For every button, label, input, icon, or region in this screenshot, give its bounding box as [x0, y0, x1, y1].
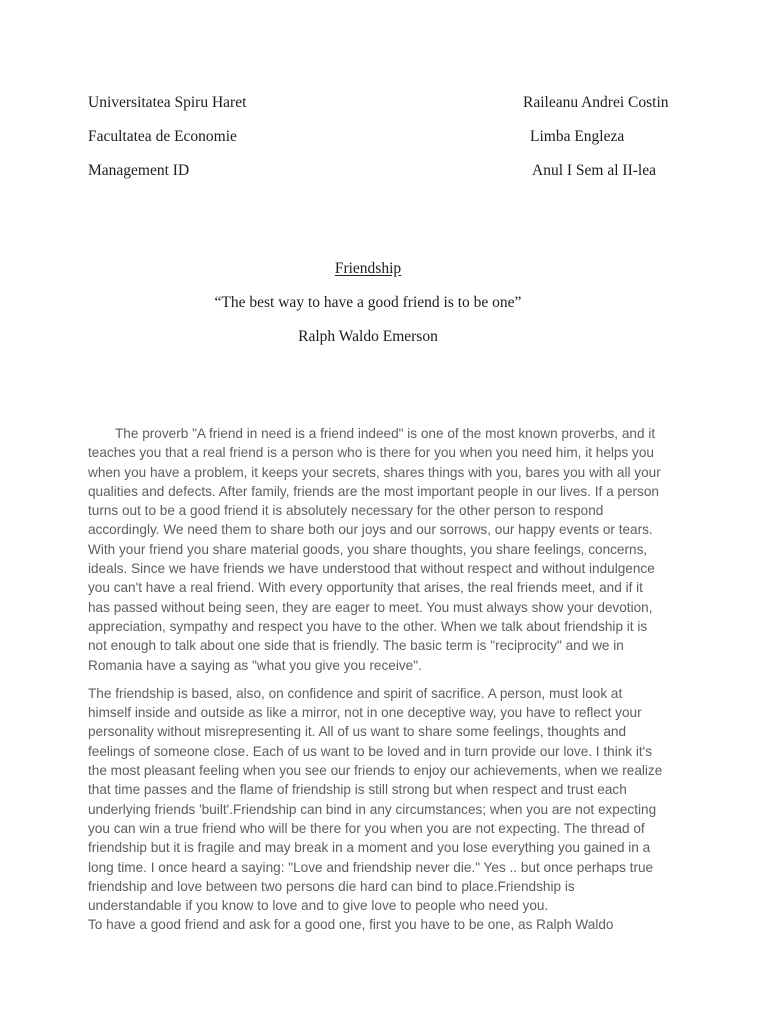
faculty-name: Facultatea de Economie: [88, 128, 237, 145]
quote-author: Ralph Waldo Emerson: [298, 328, 438, 345]
text-line: accordingly. We need them to share both our joys and our sorrows, our happy events or tears.: [88, 522, 653, 538]
title-block: [88, 252, 648, 354]
student-name: Raileanu Andrei Costin: [523, 94, 669, 111]
text-line: feelings of someone close. Each of us want to be loved and in turn provide our love. I think it's: [88, 743, 653, 759]
text-line: ideals. Since we have friends we have understood that without respect and without indulgence: [88, 561, 655, 577]
text-line: personality without misrepresenting it. All of us want to share some feelings, thoughts and: [88, 724, 627, 740]
year-semester: Anul I Sem al II-lea: [532, 162, 656, 179]
text-line: The proverb "A friend in need is a friend indeed" is one of the most known proverbs, and it: [115, 426, 656, 441]
text-line: understandable if you know to love and to give love to people who need you.: [88, 898, 549, 914]
text-line: when you have a problem, it keeps your secrets, shares things with you, bares you with all your: [88, 464, 661, 480]
paragraph-1: [88, 424, 703, 675]
text-line: not enough to talk about one side that is friendly. The basic term is "reciprocity" and we in: [88, 638, 624, 654]
course-name: Limba Engleza: [530, 128, 625, 145]
text-line: To have a good friend and ask for a good one, first you have to be one, as Ralph Waldo: [88, 917, 614, 933]
text-line: you can win a true friend who will be there for you when you are not expecting. The thread of: [88, 820, 645, 836]
document-header: [88, 86, 698, 188]
text-line: you can't have a real friend. With every opportunity that arises, the real friends meet, and if it: [88, 580, 643, 596]
text-line: The friendship is based, also, on confidence and spirit of sacrifice. A person, must look at: [88, 685, 623, 701]
text-line: underlying friends 'built'.Friendship can bind in any circumstances; when you are not expecting: [88, 801, 657, 817]
text-line: teaches you that a real friend is a person who is there for you when you need him, it helps you: [88, 445, 654, 461]
document-title: [88, 252, 648, 286]
document-title-text: Friendship: [334, 260, 402, 277]
text-line: himself inside and outside as like a mirror, not in one deceptive way, you have to reflect your: [88, 705, 642, 721]
paragraph-2: [88, 684, 703, 935]
text-line: that time passes and the flame of friendship is still strong but when respect and trust each: [88, 782, 627, 798]
text-line: With your friend you share material goods, you share thoughts, you share feelings, concerns,: [88, 541, 648, 557]
text-line: Romania have a saying as "what you give you receive".: [88, 657, 422, 673]
university-name: Universitatea Spiru Haret: [88, 94, 247, 111]
header-row: [88, 154, 698, 188]
header-row: [88, 120, 698, 154]
text-line: qualities and defects. After family, friends are the most important people in our lives. If a person: [88, 483, 659, 499]
header-row: [88, 86, 698, 120]
program-name: Management ID: [88, 162, 190, 179]
text-line: turns out to be a good friend it is absolutely necessary for the other person to respond: [88, 503, 604, 519]
text-line: appreciation, sympathy and respect you have to the other. When we talk about friendship it is: [88, 618, 648, 634]
text-line: the most pleasant feeling when you see our friends to enjoy our achievements, when we realize: [88, 763, 663, 779]
text-line: friendship but it is fragile and may break in a moment and you lose everything you gained in a: [88, 840, 651, 856]
text-line: friendship and love between two persons die hard can bind to place.Friendship is: [88, 878, 575, 894]
text-line: long time. I once heard a saying: "Love and friendship never die." Yes .. but once perhaps true: [88, 859, 654, 875]
title-quote: “The best way to have a good friend is to be one”: [214, 294, 522, 311]
document-body: [88, 424, 703, 935]
text-line: has passed without being seen, they are eager to meet. You must always show your devotion,: [88, 599, 653, 615]
